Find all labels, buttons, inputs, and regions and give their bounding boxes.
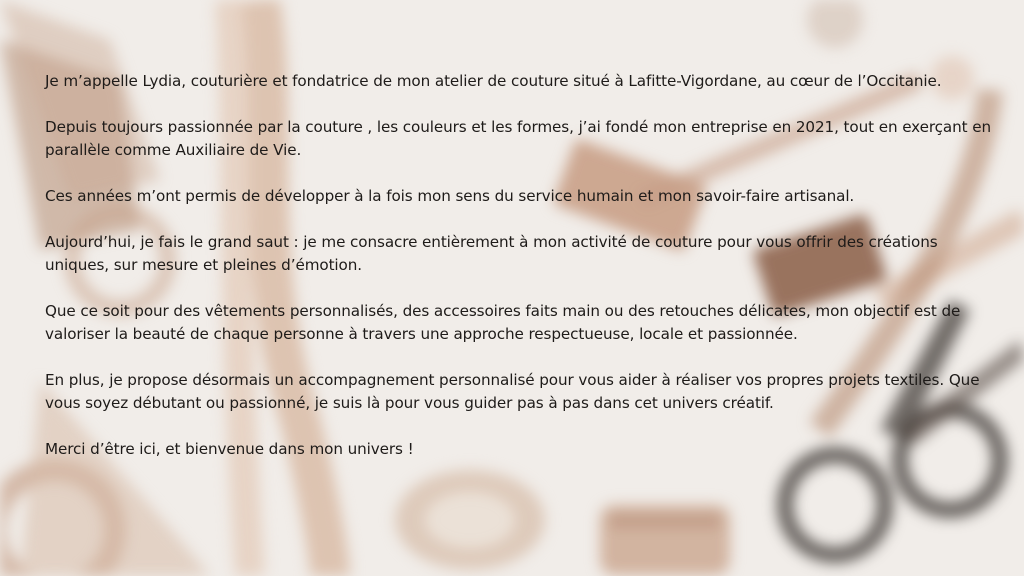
about-text [45,70,1005,484]
paragraph-history: Depuis toujours passionnée par la couture , les couleurs et les formes, j’ai fondé mon entreprise en 2021, tout en exerçant en parallèle comme Auxiliaire de Vie. [45,118,991,159]
paragraph-intro: Je m’appelle Lydia, couturière et fondatrice de mon atelier de couture situé à Lafitte-Vigordane, au cœur de l’Occitanie. [45,72,942,90]
paragraph-objective: Que ce soit pour des vêtements personnalisés, des accessoires faits main ou des retouches délicates, mon objectif est de valoriser la beauté de chaque personne à travers une approche respectueuse, locale et passionnée. [45,302,961,343]
paragraph-coaching: En plus, je propose désormais un accompagnement personnalisé pour vous aider à réaliser vos propres projets textiles. Que vous soyez débutant ou passionné, je suis là pour vous guider pas à pas dans cet univers créatif. [45,371,980,412]
paragraph-today: Aujourd’hui, je fais le grand saut : je me consacre entièrement à mon activité de couture pour vous offrir des créations uniques, sur mesure et pleines d’émotion. [45,233,938,274]
paragraph-welcome: Merci d’être ici, et bienvenue dans mon univers ! [45,440,414,458]
paragraph-experience: Ces années m’ont permis de développer à la fois mon sens du service humain et mon savoir-faire artisanal. [45,187,855,205]
thread-spool-icon [395,470,730,575]
